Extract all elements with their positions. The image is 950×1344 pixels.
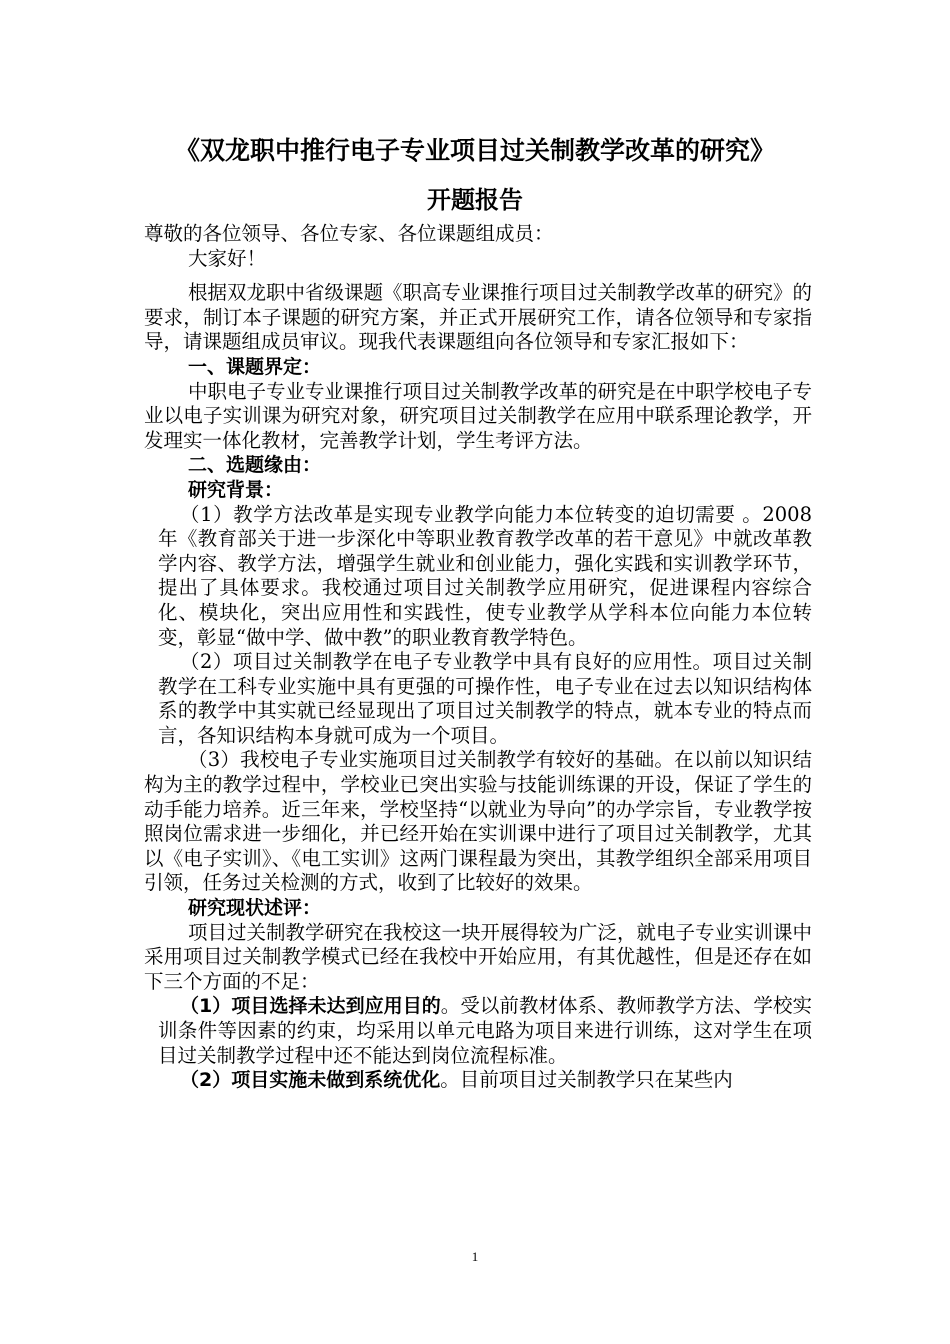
document-title: 《双龙职中推行电子专业项目过关制教学改革的研究》 <box>174 136 775 165</box>
issue-2-text: 。目前项目过关制教学只在某些内 <box>440 1068 733 1092</box>
document-body <box>144 222 812 1093</box>
section-1-heading: 一、课题界定： <box>188 355 322 378</box>
status-heading: 研究现状述评： <box>188 897 322 920</box>
section-2-heading: 二、选题缘由： <box>188 454 322 477</box>
greeting: 大家好！ <box>188 246 267 270</box>
salutation: 尊敬的各位领导、各位专家、各位课题组成员： <box>144 222 554 245</box>
intro-paragraph: 根据双龙职中省级课题《职高专业课推行项目过关制教学改革的研究》的要求，制订本子课题的研究方案，并正式开展研究工作，请各位领导和专家指导，请课题组成员审议。现我代表课题组向各位领导和专家汇报如下： <box>144 281 813 354</box>
background-item-3: （3）我校电子专业实施项目过关制教学有较好的基础。在以前以知识结构为主的教学过程中，学校业已突出实验与技能训练课的开设，保证了学生的动手能力培养。近三年来，学校坚持“以就业为导向”的办学宗旨，专业教学按照岗位需求进一步细化，并已经开始在实训课中进行了项目过关制教学，尤其以《电子实训》、《电工实训》这两门课程最为突出，其教学组织全部采用项目引领，任务过关检测的方式，收到了比较好的效果。 <box>144 748 812 895</box>
page-number: 1 <box>471 1249 479 1264</box>
status-text: 项目过关制教学研究在我校这一块开展得较为广泛，就电子专业实训课中采用项目过关制教学模式已经在我校中开始应用，有其优越性，但是还存在如下三个方面的不足： <box>144 920 813 993</box>
background-heading: 研究背景： <box>188 478 284 501</box>
section-1-text: 中职电子专业专业课推行项目过关制教学改革的研究是在中职学校电子专业以电子实训课为研究对象，研究项目过关制教学在应用中联系理论教学，开发理实一体化教材，完善教学计划，学生考评方法。 <box>144 379 813 452</box>
issue-1-text: 。受以前教材体系、教师教学方法、学校实训条件等因素的约束，均采用以单元电路为项目来进行训练，这对学生在项目过关制教学过程中还不能达到岗位流程标准。 <box>158 994 812 1067</box>
document-subtitle: 开题报告 <box>427 186 523 214</box>
issue-1-title: （1）项目选择未达到应用目的 <box>180 995 441 1018</box>
issue-item-2 <box>144 1068 812 1093</box>
spacer <box>144 271 812 281</box>
background-item-1: （1）教学方法改革是实现专业教学向能力本位转变的迫切需要 。2008年《教育部关于进一步深化中等职业教育教学改革的若干意见》中就改革教学内容、教学方法，增强学生就业和创业能力，强化实践和实训教学环节，提出了具体要求。我校通过项目过关制教学应用研究，促进课程内容综合化、模块化，突出应用性和实践性，使专业教学从学科本位向能力本位转变，彰显“做中学、做中教”的职业教育教学特色。 <box>158 502 812 649</box>
background-item-2: （2）项目过关制教学在电子专业教学中具有良好的应用性。项目过关制教学在工科专业实施中具有更强的可操作性，电子专业在过去以知识结构体系的教学中其实就已经显现出了项目过关制教学的特点，就本专业的特点而言，各知识结构本身就可成为一个项目。 <box>158 650 812 747</box>
issue-2-title: （2）项目实施未做到系统优化 <box>180 1069 441 1092</box>
issue-item-1 <box>144 994 812 1068</box>
